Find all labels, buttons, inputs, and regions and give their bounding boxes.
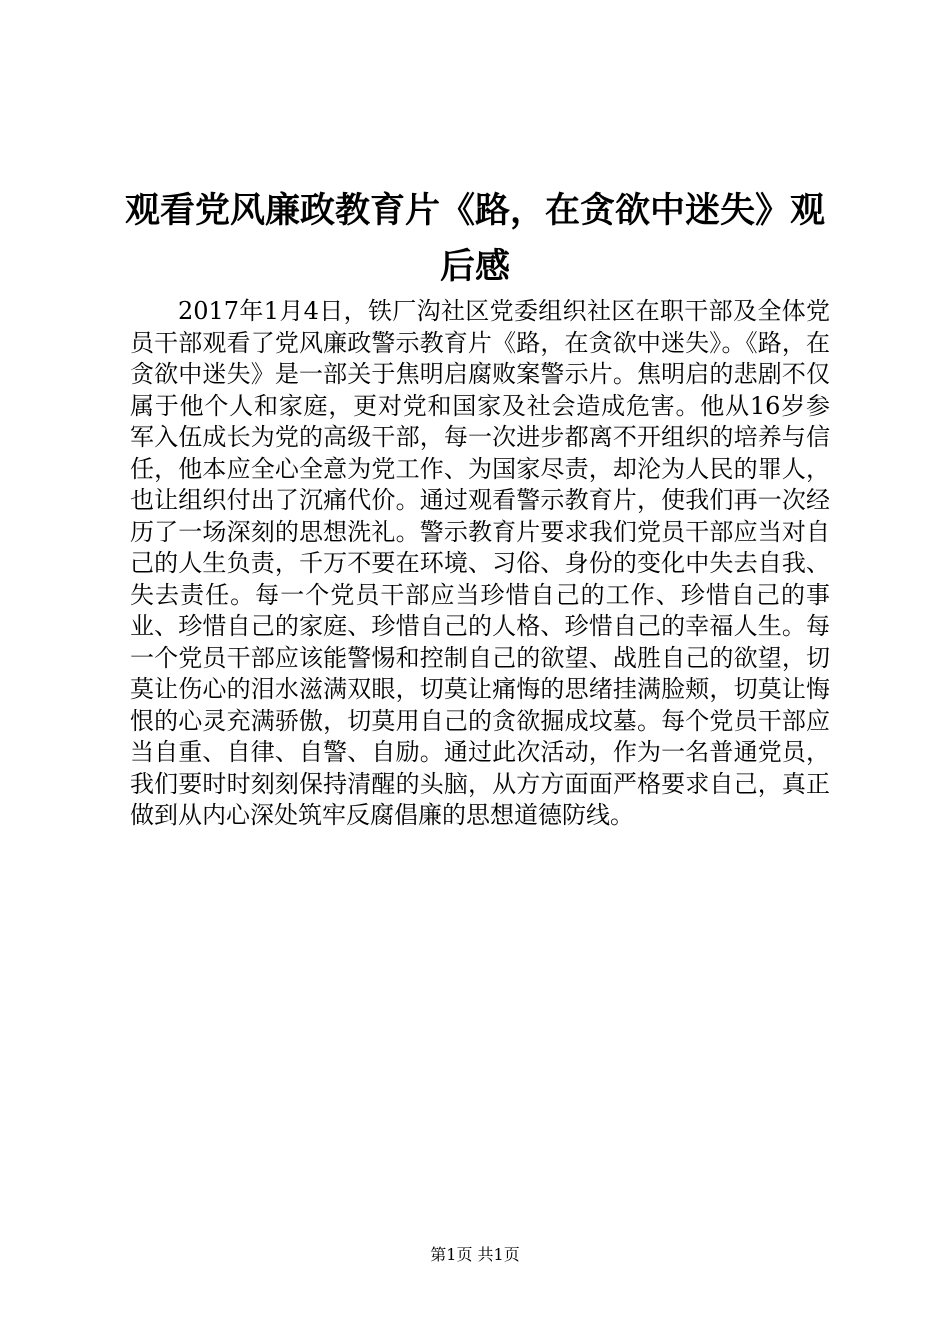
document-body-paragraph: 2017年1月4日，铁厂沟社区党委组织社区在职干部及全体党员干部观看了党风廉政警示教育片《路，在贪欲中迷失》。《路，在贪欲中迷失》是一部关于焦明启腐败案警示片。焦明启的悲剧不仅属于他个人和家庭，更对党和国家及社会造成危害。他从16岁参军入伍成长为党的高级干部，每一次进步都离不开组织的培养与信任，他本应全心全意为党工作、为国家尽责，却沦为人民的罪人，也让组织付出了沉痛代价。通过观看警示教育片，使我们再一次经历了一场深刻的思想洗礼。警示教育片要求我们党员干部应当对自己的人生负责，千万不要在环境、习俗、身份的变化中失去自我、失去责任。每一个党员干部应当珍惜自己的工作、珍惜自己的事业、珍惜自己的家庭、珍惜自己的人格、珍惜自己的幸福人生。每一个党员干部应该能警惕和控制自己的欲望、战胜自己的欲望，切莫让伤心的泪水滋满双眼，切莫让痛悔的思绪挂满脸颊，切莫让悔恨的心灵充满骄傲，切莫用自己的贪欲掘成坟墓。每个党员干部应当自重、自律、自警、自励。通过此次活动，作为一名普通党员，我们要时时刻刻保持清醒的头脑，从方方面面严格要求自己，真正做到从内心深处筑牢反腐倡廉的思想道德防线。 xyxy=(130,297,830,829)
page-number-footer: 第1页 共1页 xyxy=(430,1245,520,1264)
document-title: 观看党风廉政教育片《路，在贪欲中迷失》观后感 xyxy=(125,190,826,287)
